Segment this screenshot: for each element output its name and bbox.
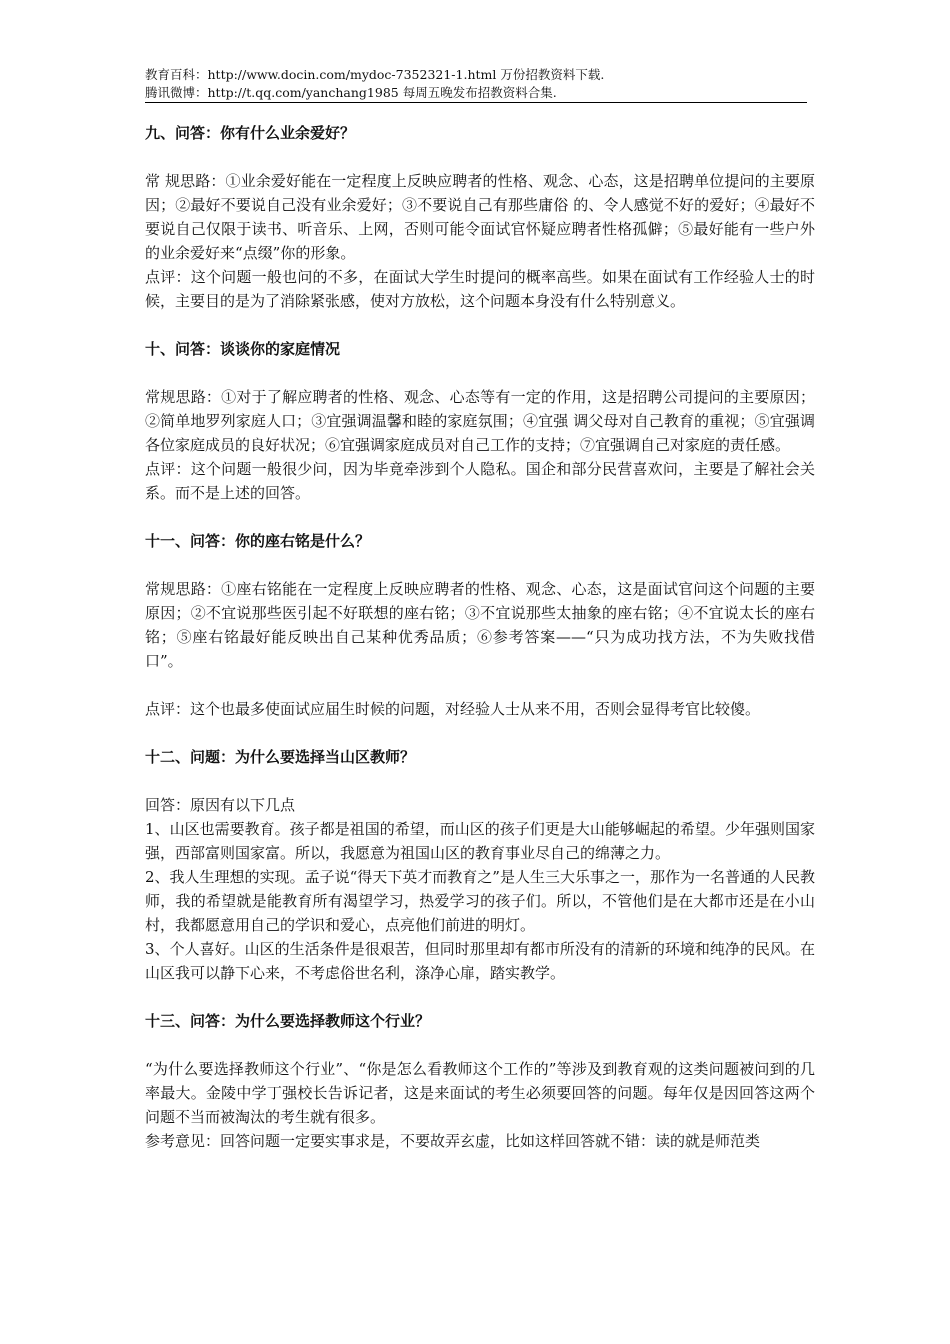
section-comment: 点评：这个问题一般很少问，因为毕竟牵涉到个人隐私。国企和部分民营喜欢问，主要是了解社会关系。而不是上述的回答。 [145, 460, 815, 502]
section-point: 1、山区也需要教育。孩子都是祖国的希望，而山区的孩子们更是大山能够崛起的希望。少年强则国家强，西部富则国家富。所以，我愿意为祖国山区的教育事业尽自己的绵薄之力。 [145, 820, 815, 862]
header-divider [145, 102, 807, 103]
section-12 [145, 745, 815, 985]
header-line-weibo: 腾讯微博：http://t.qq.com/yanchang1985 每周五晚发布招教资料合集. [145, 85, 557, 100]
header-line-docin: 教育百科：http://www.docin.com/mydoc-7352321-1.html 万份招教资料下载. [145, 67, 605, 82]
section-paragraph: 常规思路：①座右铭能在一定程度上反映应聘者的性格、观念、心态，这是面试官问这个问题的主要原因；②不宜说那些医引起不好联想的座右铭；③不宜说那些太抽象的座右铭；④不宜说太长的座右铭；⑤座右铭最好能反映出自己某种优秀品质；⑥参考答案——“只为成功找方法，不为失败找借口”。 [145, 580, 815, 670]
section-paragraph: 常规思路：①对于了解应聘者的性格、观念、心态等有一定的作用，这是招聘公司提问的主要原因；②简单地罗列家庭人口；③宜强调温馨和睦的家庭氛围；④宜强 调父母对自己教育的重视；⑤宜强调各位家庭成员的良好状况；⑥宜强调家庭成员对自己工作的支持；⑦宜强调自己对家庭的责任感。 [145, 388, 815, 454]
paragraph-gap [145, 673, 815, 697]
section-heading: 九、问答：你有什么业余爱好？ [145, 124, 356, 142]
section-heading: 十一、问答：你的座右铭是什么？ [145, 532, 371, 550]
section-9 [145, 121, 815, 313]
document-header [145, 66, 807, 102]
section-point: 2、我人生理想的实现。孟子说“得天下英才而教育之”是人生三大乐事之一，那作为一名普通的人民教师，我的希望就是能教育所有渴望学习，热爱学习的孩子们。所以，不管他们是在大都市还是在小山村，我都愿意用自己的学识和爱心，点亮他们前进的明灯。 [145, 868, 815, 934]
section-heading: 十二、问题：为什么要选择当山区教师？ [145, 748, 416, 766]
section-10 [145, 337, 815, 505]
section-heading: 十、问答：谈谈你的家庭情况 [145, 340, 341, 358]
section-paragraph: 常 规思路：①业余爱好能在一定程度上反映应聘者的性格、观念、心态，这是招聘单位提问的主要原因；②最好不要说自己没有业余爱好；③不要说自己有那些庸俗 的、令人感觉不好的爱好；④最好不要说自己仅限于读书、听音乐、上网，否则可能令面试官怀疑应聘者性格孤僻；⑤最好能有一些户外的业余爱好来“点缀”你的形象。 [145, 172, 815, 262]
section-11 [145, 529, 815, 721]
document-body [145, 121, 815, 1153]
section-comment: 点评：这个问题一般也问的不多，在面试大学生时提问的概率高些。如果在面试有工作经验人士的时候，主要目的是为了消除紧张感，使对方放松，这个问题本身没有什么特别意义。 [145, 268, 815, 310]
section-advice: 参考意见：回答问题一定要实事求是，不要故弄玄虚，比如这样回答就不错：读的就是师范类 [145, 1132, 761, 1150]
section-heading: 十三、问答：为什么要选择教师这个行业？ [145, 1012, 431, 1030]
section-13 [145, 1009, 815, 1153]
section-point: 3、个人喜好。山区的生活条件是很艰苦，但同时那里却有都市所没有的清新的环境和纯净的民风。在山区我可以静下心来，不考虑俗世名利，涤净心扉，踏实教学。 [145, 940, 815, 982]
section-intro: 回答：原因有以下几点 [145, 796, 296, 814]
section-paragraph: “为什么要选择教师这个行业”、“你是怎么看教师这个工作的”等涉及到教育观的这类问题被问到的几率最大。金陵中学丁强校长告诉记者，这是来面试的考生必须要回答的问题。每年仅是因回答这两个问题不当而被淘汰的考生就有很多。 [145, 1060, 815, 1126]
section-comment: 点评：这个也最多使面试应届生时候的问题，对经验人士从来不用，否则会显得考官比较傻。 [145, 700, 761, 718]
